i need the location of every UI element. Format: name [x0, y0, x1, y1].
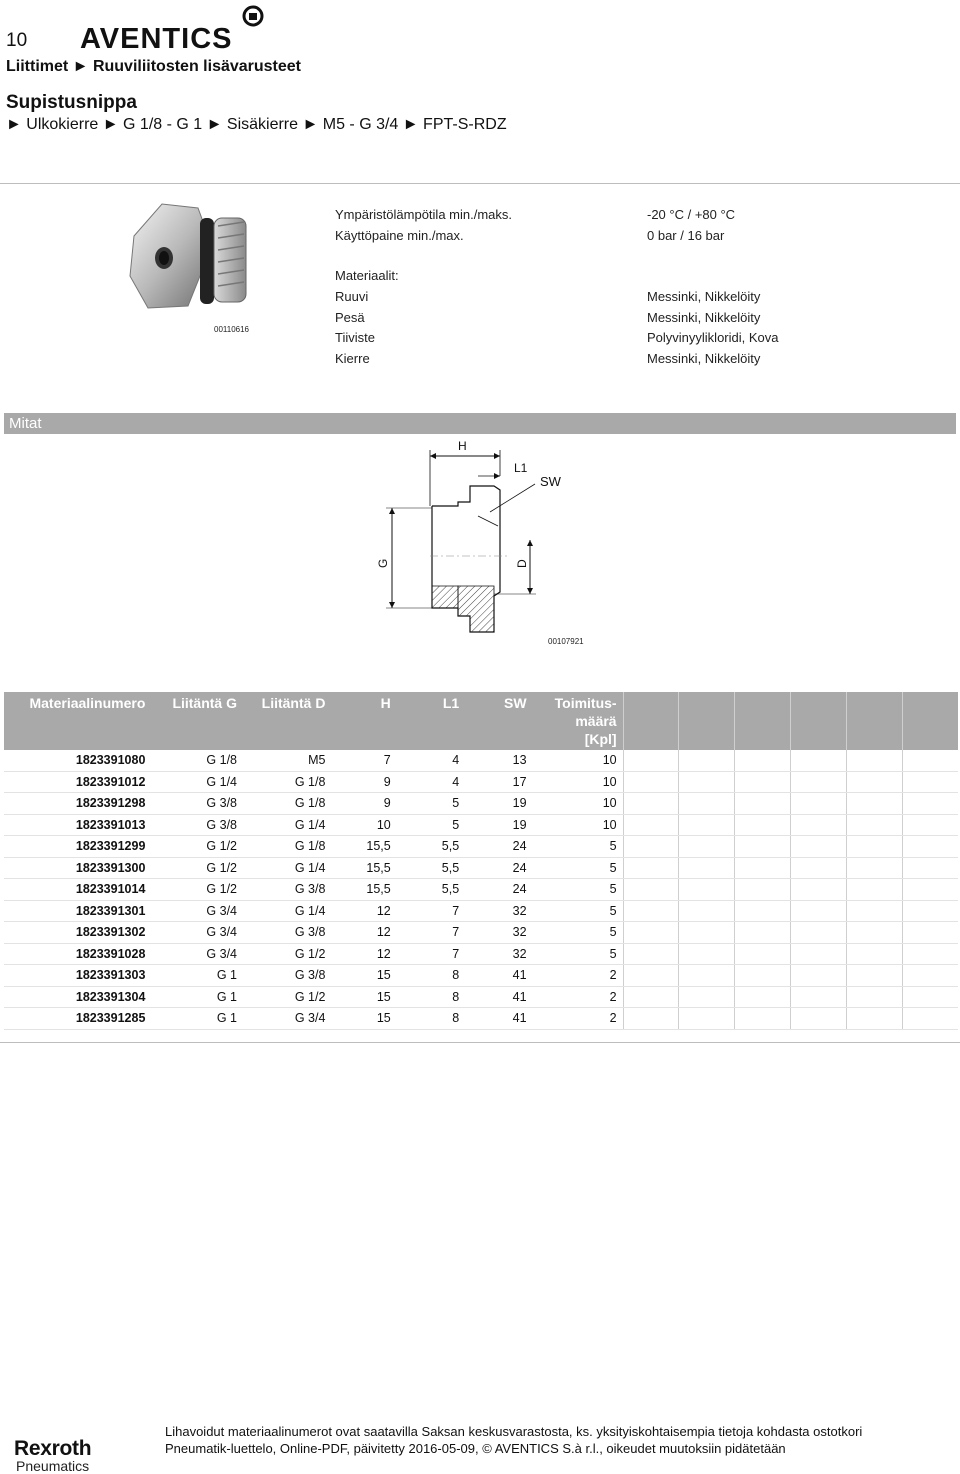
cell-material-number: 1823391302	[4, 922, 151, 944]
empty-header-cell	[735, 692, 791, 750]
empty-header-cell	[623, 692, 679, 750]
empty-cell	[790, 986, 846, 1008]
label-g: G	[376, 558, 390, 568]
material-part: Ruuvi	[335, 289, 369, 304]
cell-material-number: 1823391301	[4, 900, 151, 922]
cell-sw: 19	[465, 814, 532, 836]
empty-cell	[623, 793, 679, 815]
cell-l1: 7	[397, 922, 465, 944]
table-row	[4, 814, 958, 836]
empty-cell	[623, 922, 679, 944]
empty-cell	[735, 965, 791, 987]
cell-l1: 8	[397, 986, 465, 1008]
cell-sw: 13	[465, 750, 532, 771]
empty-cell	[735, 750, 791, 771]
cell-sw: 32	[465, 922, 532, 944]
table-row	[4, 943, 958, 965]
cell-l1: 8	[397, 965, 465, 987]
empty-cell	[623, 879, 679, 901]
empty-cell	[846, 1008, 902, 1030]
empty-cell	[846, 986, 902, 1008]
empty-cell	[623, 965, 679, 987]
cell-port-g: G 3/8	[151, 814, 243, 836]
cell-quantity: 10	[533, 814, 624, 836]
header-sw: SW	[465, 692, 532, 750]
cell-material-number: 1823391303	[4, 965, 151, 987]
empty-cell	[790, 879, 846, 901]
header-material-number: Materiaalinumero	[4, 692, 151, 750]
cell-h: 7	[331, 750, 396, 771]
material-value: Polyvinyylikloridi, Kova	[647, 330, 779, 345]
cell-h: 9	[331, 771, 396, 793]
cell-material-number: 1823391012	[4, 771, 151, 793]
pressure-value: 0 bar / 16 bar	[647, 228, 725, 243]
empty-cell	[846, 879, 902, 901]
empty-cell	[846, 943, 902, 965]
cell-quantity: 5	[533, 943, 624, 965]
empty-cell	[846, 922, 902, 944]
empty-cell	[735, 836, 791, 858]
empty-cell	[735, 986, 791, 1008]
header-l1: L1	[397, 692, 465, 750]
empty-cell	[735, 900, 791, 922]
empty-cell	[902, 1008, 958, 1030]
cell-quantity: 10	[533, 750, 624, 771]
empty-header-cell	[902, 692, 958, 750]
empty-cell	[790, 1008, 846, 1030]
empty-cell	[679, 965, 735, 987]
cell-port-d: G 3/8	[243, 965, 331, 987]
empty-cell	[679, 986, 735, 1008]
label-l1: L1	[514, 461, 528, 475]
empty-cell	[679, 814, 735, 836]
empty-cell	[902, 836, 958, 858]
empty-cell	[679, 857, 735, 879]
cell-sw: 19	[465, 793, 532, 815]
cell-h: 9	[331, 793, 396, 815]
empty-cell	[902, 814, 958, 836]
cell-sw: 24	[465, 879, 532, 901]
cell-port-d: G 3/8	[243, 879, 331, 901]
empty-cell	[735, 943, 791, 965]
empty-cell	[790, 771, 846, 793]
label-h: H	[458, 439, 467, 453]
cell-quantity: 5	[533, 922, 624, 944]
cell-port-d: M5	[243, 750, 331, 771]
material-value: Messinki, Nikkelöity	[647, 289, 761, 304]
empty-cell	[735, 857, 791, 879]
empty-cell	[623, 1008, 679, 1030]
product-photo	[128, 196, 263, 336]
empty-cell	[679, 836, 735, 858]
image-code: 00110616	[214, 325, 249, 334]
materials-heading: Materiaalit:	[335, 268, 399, 283]
cell-l1: 5	[397, 793, 465, 815]
parts-table	[4, 692, 958, 1030]
pneumatics-label: Pneumatics	[16, 1458, 90, 1474]
empty-cell	[902, 750, 958, 771]
cell-port-d: G 3/4	[243, 1008, 331, 1030]
cell-l1: 5,5	[397, 879, 465, 901]
empty-header-cell	[679, 692, 735, 750]
material-value: Messinki, Nikkelöity	[647, 310, 761, 325]
material-part: Tiiviste	[335, 330, 375, 345]
cell-h: 15,5	[331, 836, 396, 858]
empty-cell	[790, 836, 846, 858]
cell-sw: 24	[465, 836, 532, 858]
empty-cell	[679, 900, 735, 922]
material-part: Kierre	[335, 351, 370, 366]
breadcrumb: Liittimet ► Ruuviliitosten lisävarusteet	[6, 58, 302, 75]
table-row	[4, 965, 958, 987]
empty-cell	[735, 771, 791, 793]
header-port-g: Liitäntä G	[151, 692, 243, 750]
cell-material-number: 1823391299	[4, 836, 151, 858]
empty-cell	[902, 793, 958, 815]
empty-cell	[846, 750, 902, 771]
cell-quantity: 10	[533, 793, 624, 815]
material-part: Pesä	[335, 310, 365, 325]
empty-cell	[623, 986, 679, 1008]
cell-l1: 5,5	[397, 836, 465, 858]
table-row	[4, 836, 958, 858]
ambient-temp-label: Ympäristölämpötila min./maks.	[335, 207, 512, 222]
empty-cell	[735, 814, 791, 836]
empty-cell	[846, 793, 902, 815]
empty-cell	[902, 943, 958, 965]
table-body	[4, 750, 958, 1029]
footer-note-line-2: Pneumatik-luettelo, Online-PDF, päivitetty 2016-05-09, © AVENTICS S.à r.l., oikeudet muutoksiin pidätetään	[165, 1441, 786, 1456]
table-row	[4, 771, 958, 793]
empty-cell	[902, 857, 958, 879]
cell-material-number: 1823391028	[4, 943, 151, 965]
cell-port-g: G 1/8	[151, 750, 243, 771]
cell-sw: 41	[465, 986, 532, 1008]
cell-l1: 5,5	[397, 857, 465, 879]
empty-cell	[623, 900, 679, 922]
product-path: ► Ulkokierre ► G 1/8 - G 1 ► Sisäkierre ► M5 - G 3/4 ► FPT-S-RDZ	[6, 116, 507, 133]
cell-port-d: G 1/2	[243, 943, 331, 965]
empty-cell	[902, 965, 958, 987]
cell-port-d: G 3/8	[243, 922, 331, 944]
cell-port-g: G 1	[151, 965, 243, 987]
empty-cell	[902, 900, 958, 922]
cell-material-number: 1823391298	[4, 793, 151, 815]
table-row	[4, 857, 958, 879]
empty-cell	[790, 793, 846, 815]
cell-port-d: G 1/2	[243, 986, 331, 1008]
empty-cell	[679, 750, 735, 771]
empty-cell	[679, 1008, 735, 1030]
cell-quantity: 5	[533, 879, 624, 901]
empty-cell	[623, 857, 679, 879]
table-row	[4, 793, 958, 815]
cell-sw: 41	[465, 1008, 532, 1030]
cell-h: 15	[331, 1008, 396, 1030]
dimensions-section-bar	[4, 413, 956, 434]
cell-quantity: 10	[533, 771, 624, 793]
cell-port-g: G 1/2	[151, 879, 243, 901]
cell-port-g: G 3/8	[151, 793, 243, 815]
cell-l1: 4	[397, 750, 465, 771]
cell-sw: 17	[465, 771, 532, 793]
empty-cell	[846, 900, 902, 922]
header-port-d: Liitäntä D	[243, 692, 331, 750]
empty-cell	[790, 943, 846, 965]
cell-h: 15	[331, 986, 396, 1008]
empty-cell	[790, 965, 846, 987]
table-row	[4, 922, 958, 944]
cell-l1: 7	[397, 943, 465, 965]
empty-cell	[902, 771, 958, 793]
logo-text: AVENTICS	[80, 23, 233, 54]
cell-h: 15,5	[331, 857, 396, 879]
empty-cell	[679, 771, 735, 793]
cell-port-d: G 1/8	[243, 771, 331, 793]
empty-cell	[735, 879, 791, 901]
header-quantity-line: määrä	[575, 713, 617, 729]
empty-cell	[902, 922, 958, 944]
empty-header-cell	[846, 692, 902, 750]
empty-cell	[846, 965, 902, 987]
material-value: Messinki, Nikkelöity	[647, 351, 761, 366]
cell-material-number: 1823391285	[4, 1008, 151, 1030]
empty-cell	[623, 771, 679, 793]
empty-cell	[735, 1008, 791, 1030]
table-header-row	[4, 692, 958, 750]
cell-l1: 7	[397, 900, 465, 922]
cell-l1: 5	[397, 814, 465, 836]
label-sw: SW	[540, 474, 561, 489]
empty-cell	[623, 836, 679, 858]
cell-quantity: 2	[533, 1008, 624, 1030]
table-row	[4, 879, 958, 901]
header-quantity-line: Toimitus-	[554, 695, 617, 711]
table-row	[4, 750, 958, 771]
cell-l1: 8	[397, 1008, 465, 1030]
page-number: 10	[6, 30, 28, 51]
cell-port-g: G 1/2	[151, 836, 243, 858]
cell-h: 15,5	[331, 879, 396, 901]
cell-port-d: G 1/8	[243, 793, 331, 815]
pressure-label: Käyttöpaine min./max.	[335, 228, 464, 243]
cell-port-g: G 1/2	[151, 857, 243, 879]
empty-cell	[790, 857, 846, 879]
cell-sw: 41	[465, 965, 532, 987]
empty-cell	[902, 986, 958, 1008]
dimensions-title: Mitat	[9, 415, 42, 432]
dimension-drawing	[370, 436, 600, 656]
cell-material-number: 1823391013	[4, 814, 151, 836]
empty-cell	[679, 793, 735, 815]
empty-cell	[735, 793, 791, 815]
cell-port-d: G 1/4	[243, 814, 331, 836]
empty-cell	[790, 900, 846, 922]
footer-note-line-1: Lihavoidut materiaalinumerot ovat saatavilla Saksan keskusvarastosta, ks. yksityiskohtaisempia tietoja kohdasta ostotkori	[165, 1424, 863, 1439]
cell-quantity: 2	[533, 986, 624, 1008]
empty-cell	[735, 922, 791, 944]
header-quantity-line: [Kpl]	[584, 731, 617, 747]
cell-material-number: 1823391080	[4, 750, 151, 771]
cell-quantity: 2	[533, 965, 624, 987]
cell-h: 12	[331, 900, 396, 922]
cell-h: 15	[331, 965, 396, 987]
drawing-code: 00107921	[548, 637, 584, 646]
cell-sw: 32	[465, 900, 532, 922]
footer-divider	[0, 1042, 960, 1043]
cell-h: 12	[331, 922, 396, 944]
cell-port-g: G 1	[151, 986, 243, 1008]
cell-h: 10	[331, 814, 396, 836]
empty-cell	[790, 922, 846, 944]
cell-material-number: 1823391014	[4, 879, 151, 901]
cell-port-g: G 3/4	[151, 900, 243, 922]
empty-cell	[846, 771, 902, 793]
cell-sw: 24	[465, 857, 532, 879]
empty-cell	[902, 879, 958, 901]
header-quantity	[533, 692, 624, 750]
empty-cell	[846, 836, 902, 858]
header-h: H	[331, 692, 396, 750]
header-divider	[0, 183, 960, 184]
cell-sw: 32	[465, 943, 532, 965]
empty-cell	[790, 814, 846, 836]
cell-port-d: G 1/8	[243, 836, 331, 858]
empty-cell	[623, 750, 679, 771]
cell-port-g: G 1/4	[151, 771, 243, 793]
cell-port-d: G 1/4	[243, 900, 331, 922]
cell-port-g: G 3/4	[151, 922, 243, 944]
empty-cell	[679, 922, 735, 944]
cell-l1: 4	[397, 771, 465, 793]
rexroth-logo: Rexroth	[14, 1437, 92, 1460]
cell-quantity: 5	[533, 857, 624, 879]
table-row	[4, 1008, 958, 1030]
cell-quantity: 5	[533, 836, 624, 858]
cell-material-number: 1823391300	[4, 857, 151, 879]
empty-cell	[790, 750, 846, 771]
page-title: Supistusnippa	[6, 92, 137, 113]
cell-material-number: 1823391304	[4, 986, 151, 1008]
cell-quantity: 5	[533, 900, 624, 922]
empty-header-cell	[790, 692, 846, 750]
cell-port-g: G 1	[151, 1008, 243, 1030]
empty-cell	[846, 814, 902, 836]
ambient-temp-value: -20 °C / +80 °C	[647, 207, 736, 222]
table-row	[4, 900, 958, 922]
table-row	[4, 986, 958, 1008]
empty-cell	[623, 814, 679, 836]
cell-h: 12	[331, 943, 396, 965]
empty-cell	[679, 943, 735, 965]
empty-cell	[679, 879, 735, 901]
cell-port-g: G 3/4	[151, 943, 243, 965]
empty-cell	[623, 943, 679, 965]
cell-port-d: G 1/4	[243, 857, 331, 879]
empty-cell	[846, 857, 902, 879]
label-d: D	[515, 559, 529, 568]
aventics-logo	[80, 2, 270, 59]
